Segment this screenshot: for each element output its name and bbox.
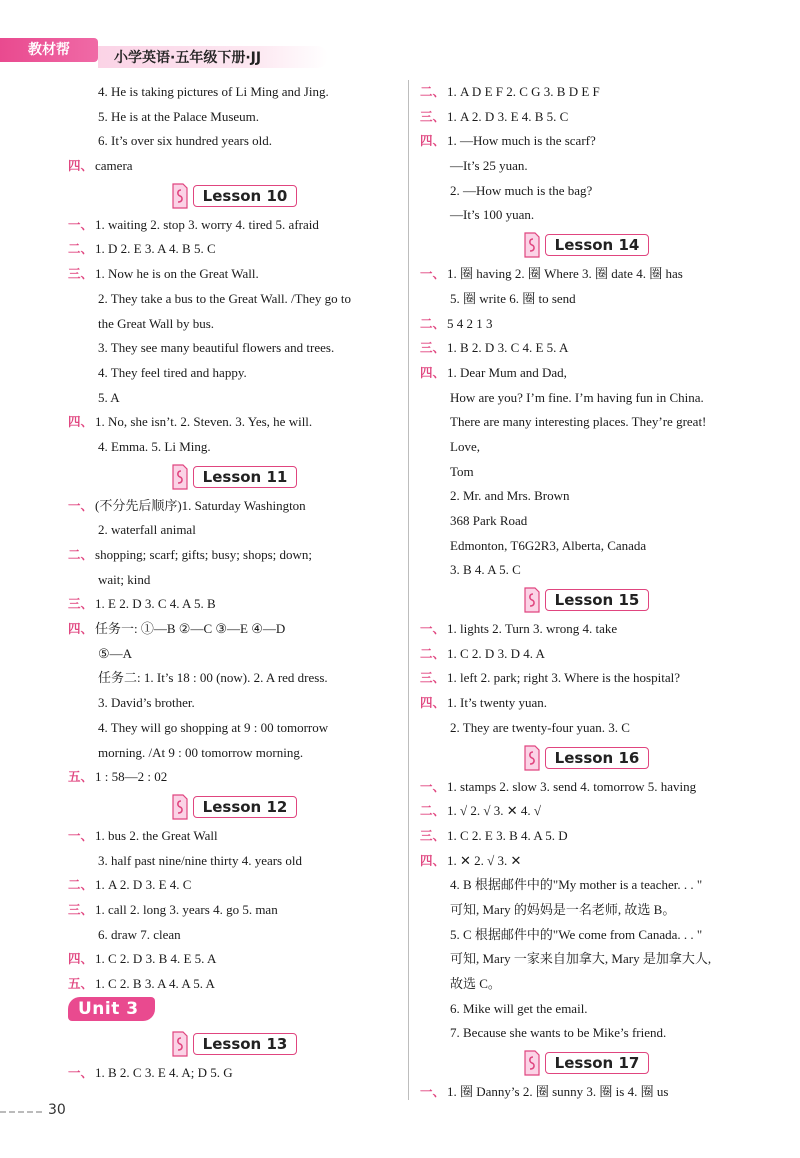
answer-line bbox=[420, 947, 750, 972]
unit-heading bbox=[68, 997, 398, 1027]
answer-line bbox=[420, 642, 750, 667]
answer-text: 1. A 2. D 3. E 4. C bbox=[95, 877, 192, 893]
answer-text: shopping; scarf; gifts; busy; shops; down; bbox=[95, 547, 313, 562]
answer-line bbox=[420, 509, 750, 534]
lesson-marker-icon bbox=[169, 182, 191, 210]
answer-text: 4. B 根据邮件中的"My mother is a teacher. . . " bbox=[450, 877, 703, 893]
section-number: 五、 bbox=[68, 769, 94, 785]
answer-text: 1. C 2. B 3. A 4. A 5. A bbox=[95, 976, 215, 991]
answer-line bbox=[420, 534, 750, 559]
section-number: 二、 bbox=[68, 547, 94, 562]
answer-line bbox=[420, 923, 750, 948]
answer-line bbox=[420, 179, 750, 204]
answer-text: 2. They are twenty-four yuan. 3. C bbox=[450, 719, 630, 735]
answer-text: 1. Now he is on the Great Wall. bbox=[95, 266, 259, 282]
section-number: 一、 bbox=[68, 827, 94, 843]
answer-text: 1. left 2. park; right 3. Where is the hospital? bbox=[447, 670, 680, 686]
answer-text: 1. A 2. D 3. E 4. B 5. C bbox=[447, 108, 569, 124]
section-number: 三、 bbox=[68, 596, 94, 612]
answer-line bbox=[68, 312, 398, 337]
section-number: 一、 bbox=[68, 1064, 94, 1080]
answer-text: 1. B 2. D 3. C 4. E 5. A bbox=[447, 340, 569, 356]
answer-line bbox=[68, 592, 398, 617]
answer-text: 1. —How much is the scarf? bbox=[447, 133, 596, 149]
answer-text: 1. 圈 having 2. 圈 Where 3. 圈 date 4. 圈 has bbox=[447, 266, 683, 282]
answer-line bbox=[420, 460, 750, 485]
answer-line bbox=[420, 80, 750, 105]
lesson-marker-icon bbox=[521, 1049, 543, 1077]
answer-text: 1 : 58—2 : 02 bbox=[95, 769, 168, 785]
lesson-title: Lesson 16 bbox=[545, 747, 650, 769]
answer-line bbox=[420, 410, 750, 435]
answer-line bbox=[68, 824, 398, 849]
unit-title: Unit 3 bbox=[68, 997, 155, 1021]
answer-line bbox=[68, 237, 398, 262]
section-number: 二、 bbox=[420, 315, 446, 331]
section-number: 二、 bbox=[420, 645, 446, 661]
answer-line bbox=[420, 154, 750, 179]
section-number: 四、 bbox=[420, 133, 446, 149]
answer-text: 3. David’s brother. bbox=[98, 695, 195, 711]
lesson-heading bbox=[68, 460, 398, 494]
lesson-marker-icon bbox=[169, 1030, 191, 1058]
section-number: 一、 bbox=[420, 266, 446, 282]
answer-line bbox=[68, 873, 398, 898]
answer-text: 1. lights 2. Turn 3. wrong 4. take bbox=[447, 621, 618, 637]
answer-line bbox=[68, 923, 398, 948]
lesson-heading bbox=[68, 1027, 398, 1061]
answer-text: 1. √ 2. √ 3. ✕ 4. √ bbox=[447, 803, 542, 819]
page-number: 30 bbox=[48, 1102, 66, 1118]
answer-line bbox=[420, 361, 750, 386]
section-number: 四、 bbox=[68, 414, 94, 430]
answer-line bbox=[420, 898, 750, 923]
answer-line bbox=[68, 972, 398, 997]
answer-line bbox=[420, 1021, 750, 1046]
answer-line bbox=[420, 105, 750, 130]
lesson-marker-icon bbox=[521, 744, 543, 772]
answer-text: 5. He is at the Palace Museum. bbox=[98, 108, 260, 124]
answer-text: 6. Mike will get the email. bbox=[450, 1000, 588, 1016]
answer-text: 1. call 2. long 3. years 4. go 5. man bbox=[95, 901, 278, 917]
answer-text: 1. 圈 Danny’s 2. 圈 sunny 3. 圈 is 4. 圈 us bbox=[447, 1084, 669, 1100]
answer-text: 2. Mr. and Mrs. Brown bbox=[450, 488, 570, 504]
answer-text: 6. It’s over six hundred years old. bbox=[98, 133, 273, 149]
answer-line bbox=[68, 213, 398, 238]
answer-line bbox=[68, 361, 398, 386]
answer-line bbox=[68, 617, 398, 642]
section-number: 五、 bbox=[68, 976, 94, 991]
answer-line bbox=[68, 898, 398, 923]
answer-text: 故选 C。 bbox=[450, 976, 501, 991]
section-number: 三、 bbox=[420, 670, 446, 686]
answer-line bbox=[420, 1080, 750, 1105]
answer-line bbox=[420, 386, 750, 411]
answer-text: the Great Wall by bus. bbox=[98, 315, 215, 331]
answer-line bbox=[420, 666, 750, 691]
answer-text: 2. They take a bus to the Great Wall. /They go to bbox=[98, 290, 351, 306]
answer-line bbox=[68, 642, 398, 667]
answer-line bbox=[420, 129, 750, 154]
answer-line bbox=[420, 997, 750, 1022]
answer-text: camera bbox=[95, 158, 133, 174]
answer-line bbox=[68, 765, 398, 790]
section-number: 三、 bbox=[420, 108, 446, 124]
answer-text: 4. He is taking pictures of Li Ming and Jing. bbox=[98, 84, 329, 99]
page-dots bbox=[0, 1111, 42, 1113]
answer-text: morning. /At 9 : 00 tomorrow morning. bbox=[98, 744, 304, 760]
answer-line bbox=[420, 287, 750, 312]
answer-text: How are you? I’m fine. I’m having fun in China. bbox=[450, 389, 704, 405]
answer-line bbox=[68, 154, 398, 179]
answer-line bbox=[420, 617, 750, 642]
section-number: 二、 bbox=[420, 84, 446, 99]
answer-text: —It’s 100 yuan. bbox=[450, 207, 535, 223]
answer-line bbox=[420, 799, 750, 824]
answer-text: 1. C 2. E 3. B 4. A 5. D bbox=[447, 827, 568, 843]
answer-line bbox=[420, 484, 750, 509]
section-number: 一、 bbox=[420, 1084, 446, 1100]
lesson-title: Lesson 14 bbox=[545, 234, 650, 256]
answer-line bbox=[420, 435, 750, 460]
lesson-heading bbox=[68, 790, 398, 824]
lesson-heading bbox=[68, 179, 398, 213]
answer-text: 3. B 4. A 5. C bbox=[450, 562, 521, 578]
lesson-marker-icon bbox=[521, 231, 543, 259]
answer-text: ⑤—A bbox=[98, 645, 133, 661]
answer-line bbox=[68, 543, 398, 568]
answer-text: 1. It’s twenty yuan. bbox=[447, 695, 548, 711]
left-column bbox=[68, 80, 398, 1085]
answer-line bbox=[420, 336, 750, 361]
section-number: 一、 bbox=[68, 497, 94, 513]
lesson-heading bbox=[420, 583, 750, 617]
answer-text: 368 Park Road bbox=[450, 513, 528, 528]
section-number: 二、 bbox=[68, 241, 94, 257]
answer-line bbox=[420, 558, 750, 583]
answer-text: 1. bus 2. the Great Wall bbox=[95, 827, 218, 843]
answer-text: Tom bbox=[450, 463, 474, 479]
section-number: 二、 bbox=[420, 803, 446, 819]
answer-line bbox=[68, 1061, 398, 1086]
answer-line bbox=[420, 972, 750, 997]
section-number: 四、 bbox=[420, 695, 446, 711]
section-number: 一、 bbox=[420, 778, 446, 794]
answer-text: 可知, Mary 一家来自加拿大, Mary 是加拿大人, bbox=[450, 951, 712, 967]
section-number: 四、 bbox=[68, 951, 94, 967]
answer-line bbox=[68, 518, 398, 543]
answer-text: 4. Emma. 5. Li Ming. bbox=[98, 438, 211, 454]
section-number: 四、 bbox=[68, 158, 94, 174]
answer-text: 1. E 2. D 3. C 4. A 5. B bbox=[95, 596, 216, 612]
answer-line bbox=[68, 741, 398, 766]
answer-text: 3. They see many beautiful flowers and trees. bbox=[98, 340, 335, 356]
section-number: 四、 bbox=[420, 852, 446, 868]
answer-text: 2. waterfall animal bbox=[98, 522, 196, 538]
answer-text: wait; kind bbox=[98, 571, 151, 587]
answer-line bbox=[68, 435, 398, 460]
section-number: 二、 bbox=[68, 877, 94, 893]
answer-text: 1. B 2. C 3. E 4. A; D 5. G bbox=[95, 1064, 233, 1080]
answer-line bbox=[420, 716, 750, 741]
answer-text: 5. A bbox=[98, 389, 120, 405]
right-column bbox=[420, 80, 750, 1105]
answer-text: 可知, Mary 的妈妈是一名老师, 故选 B。 bbox=[450, 901, 676, 917]
answer-text: 2. —How much is the bag? bbox=[450, 182, 593, 198]
answer-line bbox=[68, 849, 398, 874]
answer-text: 1. A D E F 2. C G 3. B D E F bbox=[447, 84, 600, 99]
answer-text: 5. C 根据邮件中的"We come from Canada. . . " bbox=[450, 926, 703, 942]
answer-text: 4. They will go shopping at 9 : 00 tomorrow bbox=[98, 719, 329, 735]
page-header-title: 小学英语·五年级下册·JJ bbox=[114, 50, 262, 66]
answer-line bbox=[420, 691, 750, 716]
answer-line bbox=[68, 494, 398, 519]
answer-line bbox=[68, 666, 398, 691]
answer-line bbox=[68, 105, 398, 130]
answer-line bbox=[68, 262, 398, 287]
answer-line bbox=[420, 203, 750, 228]
section-number: 三、 bbox=[420, 827, 446, 843]
lesson-heading bbox=[420, 1046, 750, 1080]
section-number: 三、 bbox=[68, 266, 94, 282]
brand-tag: 教材帮 bbox=[0, 38, 98, 62]
answer-line bbox=[68, 568, 398, 593]
answer-line bbox=[68, 716, 398, 741]
answer-line bbox=[68, 129, 398, 154]
answer-text: 5. 圈 write 6. 圈 to send bbox=[450, 290, 576, 306]
answer-line bbox=[420, 849, 750, 874]
answer-line bbox=[420, 775, 750, 800]
answer-text: 1. Dear Mum and Dad, bbox=[447, 364, 567, 380]
lesson-title: Lesson 11 bbox=[193, 466, 298, 488]
lesson-title: Lesson 10 bbox=[193, 185, 298, 207]
section-number: 一、 bbox=[68, 216, 94, 232]
lesson-marker-icon bbox=[169, 793, 191, 821]
answer-text: There are many interesting places. They’re great! bbox=[450, 414, 707, 430]
answer-text: 1. ✕ 2. √ 3. ✕ bbox=[447, 852, 522, 868]
answer-line bbox=[420, 824, 750, 849]
answer-line bbox=[68, 947, 398, 972]
answer-text: 1. stamps 2. slow 3. send 4. tomorrow 5. having bbox=[447, 778, 697, 794]
answer-line bbox=[420, 262, 750, 287]
answer-line bbox=[68, 80, 398, 105]
answer-text: 6. draw 7. clean bbox=[98, 926, 181, 942]
answer-text: (不分先后顺序)1. Saturday Washington bbox=[95, 497, 306, 513]
answer-text: 1. C 2. D 3. B 4. E 5. A bbox=[95, 951, 217, 967]
section-number: 四、 bbox=[68, 621, 94, 637]
answer-line bbox=[68, 691, 398, 716]
answer-text: Love, bbox=[450, 438, 480, 454]
lesson-title: Lesson 12 bbox=[193, 796, 298, 818]
lesson-title: Lesson 17 bbox=[545, 1052, 650, 1074]
section-number: 三、 bbox=[420, 340, 446, 356]
lesson-title: Lesson 13 bbox=[193, 1033, 298, 1055]
answer-text: 1. No, she isn’t. 2. Steven. 3. Yes, he will. bbox=[95, 414, 313, 430]
answer-line bbox=[420, 312, 750, 337]
answer-line bbox=[68, 336, 398, 361]
answer-text: 1. D 2. E 3. A 4. B 5. C bbox=[95, 241, 216, 257]
answer-line bbox=[68, 386, 398, 411]
answer-text: 任务一: ①—B ②—C ③—E ④—D bbox=[95, 621, 286, 637]
answer-text: 1. waiting 2. stop 3. worry 4. tired 5. afraid bbox=[95, 216, 319, 232]
answer-text: 1. C 2. D 3. D 4. A bbox=[447, 645, 545, 661]
lesson-marker-icon bbox=[169, 463, 191, 491]
answer-text: 4. They feel tired and happy. bbox=[98, 364, 247, 380]
answer-text: —It’s 25 yuan. bbox=[450, 158, 528, 174]
lesson-heading bbox=[420, 228, 750, 262]
column-divider bbox=[408, 80, 409, 1100]
answer-text: Edmonton, T6G2R3, Alberta, Canada bbox=[450, 537, 647, 553]
answer-text: 任务二: 1. It’s 18 : 00 (now). 2. A red dress. bbox=[98, 670, 328, 686]
lesson-heading bbox=[420, 741, 750, 775]
section-number: 一、 bbox=[420, 621, 446, 637]
answer-line bbox=[68, 287, 398, 312]
answer-line bbox=[420, 873, 750, 898]
lesson-title: Lesson 15 bbox=[545, 589, 650, 611]
lesson-marker-icon bbox=[521, 586, 543, 614]
answer-text: 5 4 2 1 3 bbox=[447, 315, 493, 331]
section-number: 四、 bbox=[420, 364, 446, 380]
answer-text: 7. Because she wants to be Mike’s friend. bbox=[450, 1025, 667, 1041]
section-number: 三、 bbox=[68, 901, 94, 917]
answer-text: 3. half past nine/nine thirty 4. years old bbox=[98, 852, 302, 868]
answer-line bbox=[68, 410, 398, 435]
